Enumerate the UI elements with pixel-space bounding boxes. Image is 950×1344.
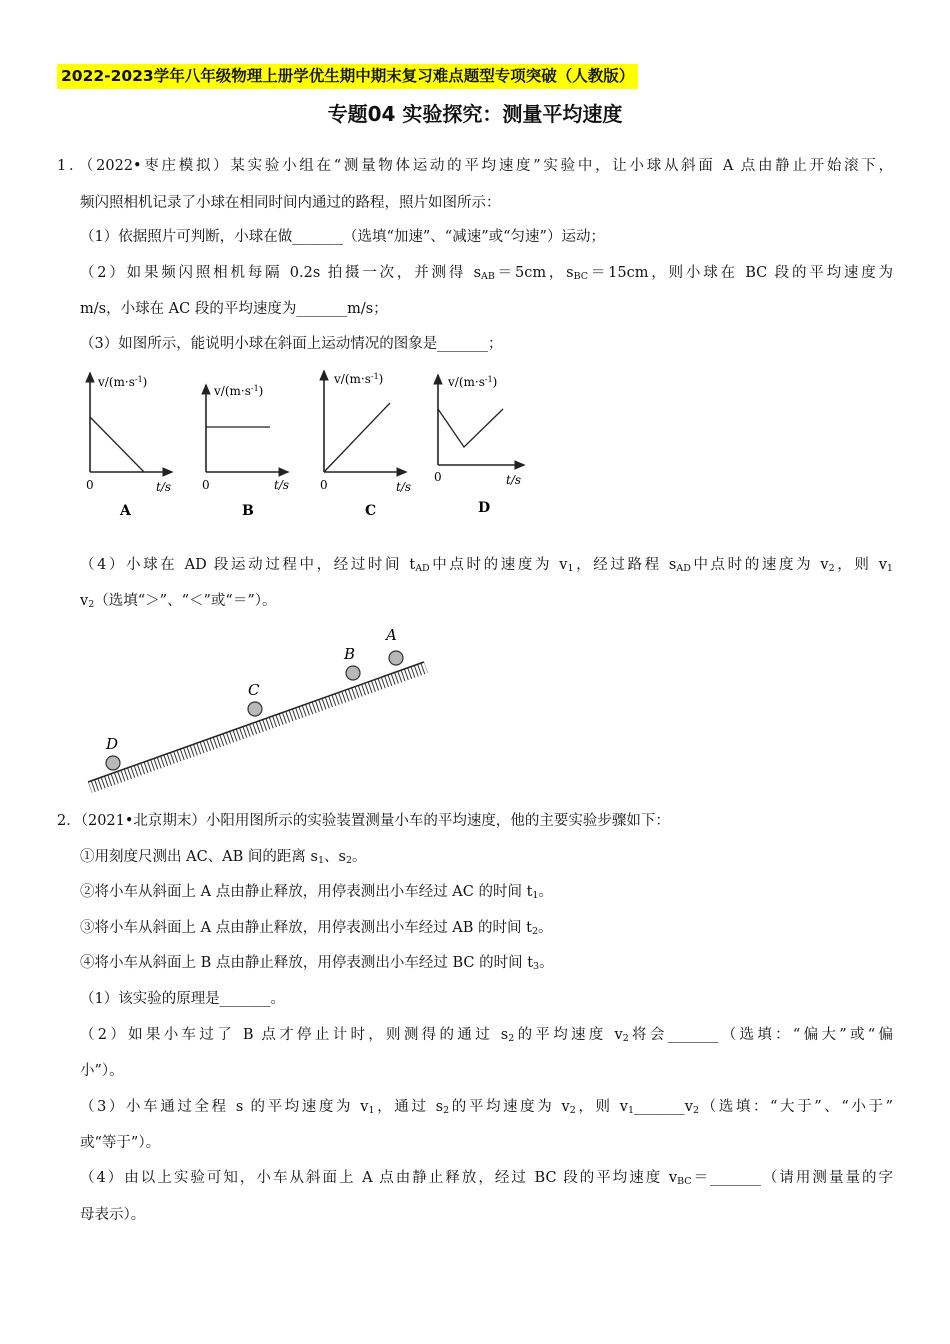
ball-b bbox=[343, 645, 360, 680]
graph-d-line bbox=[438, 409, 503, 447]
svg-text:0: 0 bbox=[434, 470, 442, 484]
ball-c-label: C bbox=[248, 681, 260, 699]
q1-stem-line1: 1．（2022•枣庄模拟）某实验小组在“测量物体运动的平均速度”实验中，让小球从斜面 A 点由静止开始滚下， bbox=[57, 158, 893, 174]
graph-d bbox=[434, 375, 524, 516]
graph-a-caption: A bbox=[120, 503, 131, 519]
q1-part1: （1）依据照片可判断，小球在做_______（选填“加速”、“减速”或“匀速”）运动； bbox=[80, 229, 605, 245]
q1-part2-line2: m/s，小球在 AC 段的平均速度为_______m/s； bbox=[80, 301, 388, 317]
series-heading-highlight: 2022-2023学年八年级物理上册学优生期中期末复习难点题型专项突破（人教版） bbox=[57, 64, 638, 89]
x-axis-label: t/s bbox=[156, 480, 172, 494]
svg-text:t/s: t/s bbox=[274, 478, 290, 492]
q2-part3-line1: （3）小车通过全程 s 的平均速度为 $v_1$，通过 $s_2$的平均速度为 $v_2$，则 $v_1\_\_\_\_\_\_\_v_2$（选填：“大于”、“小于” bbox=[80, 1099, 893, 1116]
graph-a-line bbox=[90, 417, 144, 472]
q2-part4-line2: 母表示）。 bbox=[80, 1207, 146, 1223]
svg-text:v/(m·s-1): $v/(m\cdot s^{-1})$ bbox=[334, 372, 384, 386]
q2-step1: ①用刻度尺测出 AC、AB 间的距离 $s_1$、$s_2$。 bbox=[80, 849, 367, 866]
q1-part3: （3）如图所示，能说明小球在斜面上运动情况的图象是_______； bbox=[80, 336, 503, 352]
q2-part1: （1）该实验的原理是_______。 bbox=[80, 991, 285, 1007]
q1-stem-line2: 频闪照相机记录了小球在相同时间内通过的路程，照片如图所示： bbox=[80, 195, 501, 211]
q2-part3-line2: 或“等于”）。 bbox=[80, 1135, 161, 1151]
svg-text:0: 0 bbox=[202, 478, 210, 492]
q2-part4-line1: （4）由以上实验可知，小车从斜面上 A 点由静止释放，经过 BC 段的平均速度 $v_{BC}=\_\_\_\_\_\_\_$（请用测量量的字 bbox=[80, 1170, 894, 1187]
svg-text:t/s: t/s bbox=[396, 480, 412, 494]
ball-a-label: A bbox=[386, 626, 397, 644]
q1-part4-line1: （4）小球在 AD 段运动过程中，经过时间 $t_{AD}$中点时的速度为 $v_1$，经过路程 $s_{AD}$中点时的速度为 $v_2$，则 $v_1$ bbox=[80, 557, 893, 574]
graph-d-caption: D bbox=[478, 500, 491, 516]
graph-c bbox=[320, 371, 411, 519]
origin-label: 0 bbox=[86, 478, 94, 492]
ball-b-label: B bbox=[344, 645, 356, 663]
svg-text:v/(m·s-1): $v/(m\cdot s^{-1})$ bbox=[214, 384, 264, 398]
svg-text:v/(m·s-1): $v/(m\cdot s^{-1})$ bbox=[98, 375, 148, 389]
graph-c-caption: C bbox=[365, 503, 377, 519]
ball-a bbox=[384, 626, 403, 665]
q2-part2-line2: 小”）。 bbox=[80, 1063, 124, 1079]
vt-graphs-figure bbox=[78, 365, 548, 525]
q1-part2-line1: （2）如果频闪照相机每隔 0.2s 拍摄一次，并测得 $s_{AB}=5cm$，$s_{BC}=15cm$，则小球在 BC 段的平均速度为 bbox=[80, 265, 893, 282]
graph-a bbox=[86, 373, 172, 519]
svg-text:v/(m·s-1): $v/(m\cdot s^{-1})$ bbox=[448, 375, 498, 389]
q2-stem: 2．（2021•北京期末）小阳用图所示的实验装置测量小车的平均速度，他的主要实验步骤如下： bbox=[57, 813, 670, 829]
ball-d-label: D bbox=[106, 735, 119, 753]
graph-c-line bbox=[324, 403, 390, 472]
q2-step3: ③将小车从斜面上 A 点由静止释放，用停表测出小车经过 AB 的时间 $t_2$。 bbox=[80, 920, 553, 937]
incline-figure bbox=[80, 620, 440, 795]
q2-step4: ④将小车从斜面上 B 点由静止释放，用停表测出小车经过 BC 的时间 $t_3$。 bbox=[80, 955, 554, 972]
ball-c bbox=[248, 681, 262, 716]
svg-text:0: 0 bbox=[320, 478, 328, 492]
svg-text:t/s: t/s bbox=[506, 473, 522, 487]
ball-d bbox=[105, 735, 120, 770]
q2-step2: ②将小车从斜面上 A 点由静止释放，用停表测出小车经过 AC 的时间 $t_1$。 bbox=[80, 884, 553, 901]
graph-b-caption: B bbox=[242, 503, 254, 519]
q2-part2-line1: （2）如果小车过了 B 点才停止计时，则测得的通过 $s_2$的平均速度 $v_2$将会_______（选填：“偏大”或“偏 bbox=[80, 1027, 893, 1044]
page-title: 专题04 实验探究：测量平均速度 bbox=[327, 102, 623, 126]
q1-part4-line2: $v_2$（选填“＞”、“＜”或“＝”）。 bbox=[80, 593, 277, 610]
graph-b bbox=[202, 384, 289, 519]
